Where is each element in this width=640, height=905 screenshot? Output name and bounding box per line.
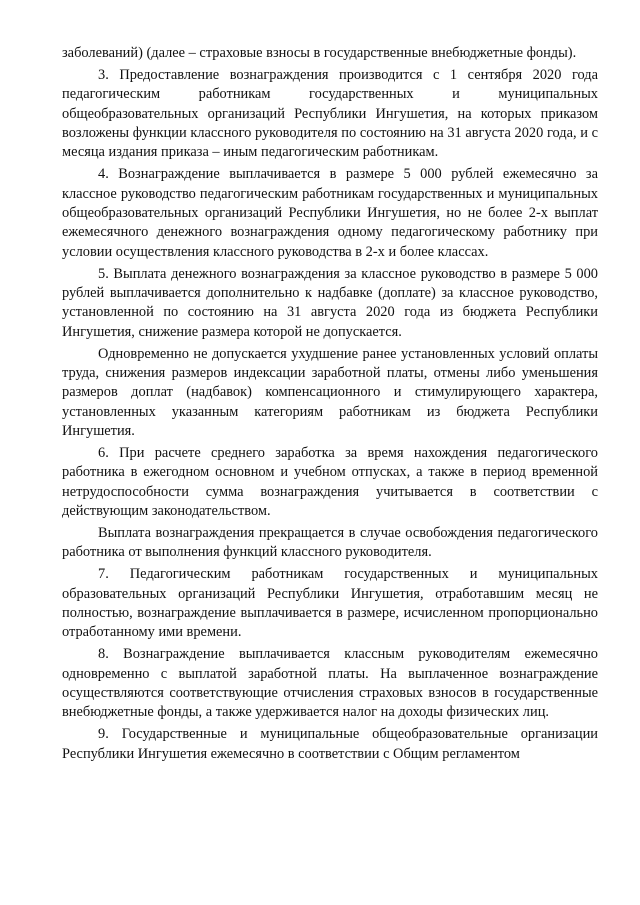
paragraph-fonds-continuation: заболеваний) (далее – страховые взносы в государственные внебюджетные фонды). [62,45,577,61]
paragraph-item-8: 8. Вознаграждение выплачивается классным руководителям ежемесячно одновременно с выплатой заработной платы. На выплаченное вознаграждение осуществляются соответствующие отчисления страховых взносов в государственные внебюджетные фонды, а также удерживается налог на доходы физических лиц. [62,646,598,721]
paragraph-item-5-continued: Одновременно не допускается ухудшение ранее установленных условий оплаты труда, снижения размеров индексации заработной платы, отмены либо уменьшения размеров доплат (надбавок) компенсационного и стимулирующего характера, установленных указанным категориям работникам из бюджета Республики Ингушетия. [62,345,598,440]
paragraph-item-6: 6. При расчете среднего заработка за время нахождения педагогического работника в ежегодном основном и учебном отпусках, а также в период временной нетрудоспособности сумма вознаграждения учитывается в соответствии с действующим законодательством. [62,445,598,520]
paragraph-item-5: 5. Выплата денежного вознаграждения за классное руководство в размере 5 000 рублей выплачивается дополнительно к надбавке (доплате) за классное руководство, установленной по состоянию на 31 августа 2020 года из бюджета Республики Ингушетия, снижение размера которой не допускается. [62,265,598,340]
paragraph-item-6-continued: Выплата вознаграждения прекращается в случае освобождения педагогического работника от выполнения функций классного руководителя. [62,525,598,561]
paragraph-item-3: 3. Предоставление вознаграждения производится с 1 сентября 2020 года педагогическим работникам государственных и муниципальных общеобразовательных организаций Республики Ингушетия, на которых приказом возложены функции классного руководителя по состоянию на 31 августа 2020 года, и с месяца издания приказа – иным педагогическим работникам. [62,66,598,161]
document-page [62,44,598,766]
paragraph-item-7: 7. Педагогическим работникам государственных и муниципальных образовательных организаций Республики Ингушетия, отработавшим месяц не полностью, вознаграждение выплачивается в размере, исчисленном пропорционально отработанному ими времени. [62,566,598,641]
paragraph-item-9: 9. Государственные и муниципальные общеобразовательные организации Республики Ингушетия ежемесячно в соответствии с Общим регламентом [62,726,598,762]
paragraph-item-4: 4. Вознаграждение выплачивается в размере 5 000 рублей ежемесячно за классное руководство педагогическим работникам государственных и муниципальных общеобразовательных организаций Республики Ингушетия, но не более 2-х выплат ежемесячного денежного вознаграждения одному педагогическому работнику при условии осуществления классного руководства в 2-х и более классах. [62,166,598,260]
